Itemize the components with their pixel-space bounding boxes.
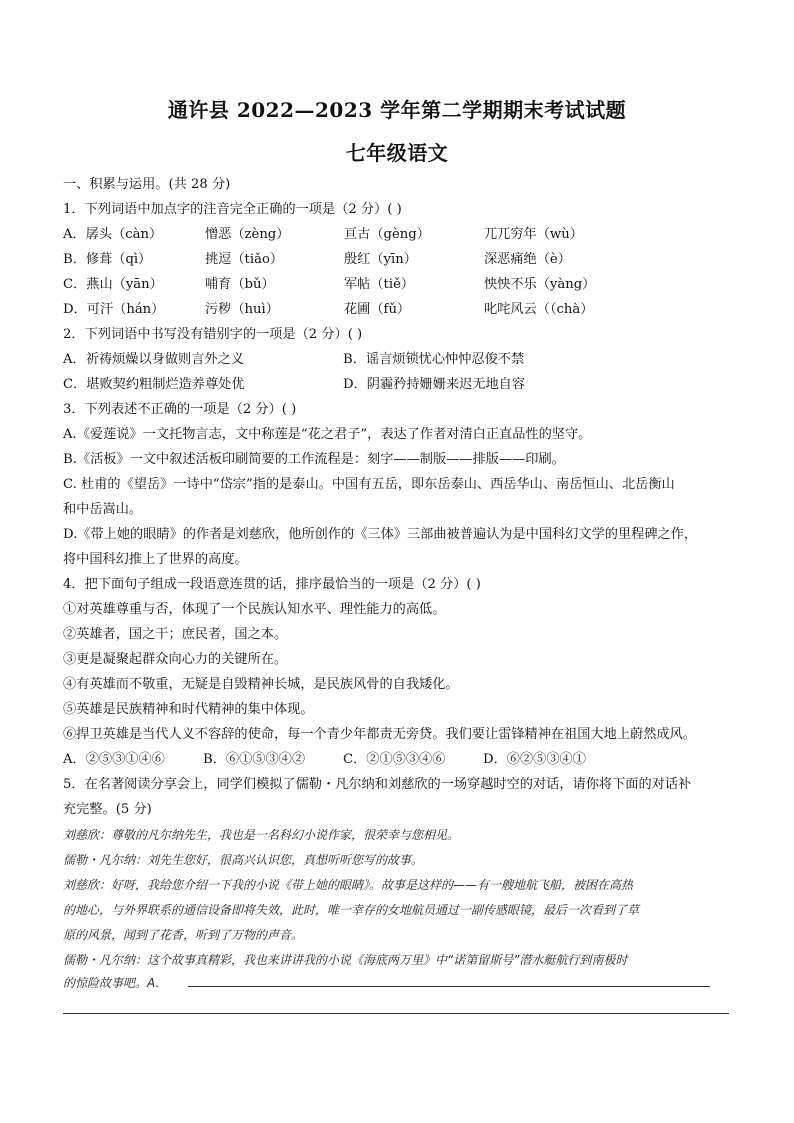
question-5-stem: 5．在名著阅读分享会上，同学们模拟了儒勒・凡尔纳和刘慈欣的一场穿越时空的对话，请你将下面的对话补 [63,777,692,792]
q4-sentence-6: ⑥捍卫英雄是当代人义不容辞的使命，每一个青少年都责无旁贷。我们要让雷锋精神在祖国大地上蔚然成风。 [63,727,696,742]
q4-sentence-3: ③更是凝聚起群众向心力的关键所在。 [63,652,288,667]
q3-option-d-cont: 将中国科幻推上了世界的高度。 [63,552,248,567]
exam-subtitle: 七年级语文 [345,141,449,165]
q1-option: 怏怏不乐（yàng） [484,277,596,292]
q3-option-c-cont: 和中岳嵩山。 [63,502,143,517]
q4-option: B．⑥①⑤③④② [203,752,306,767]
answer-blank-continued[interactable] [63,1013,729,1014]
q2-option: B．谣言烦锁忧心忡忡忍俊不禁 [343,352,525,367]
q1-option: 叱咤风云（（chà） [484,302,594,317]
q1-option: 污秽（huì） [205,302,279,317]
q2-option: C．堪败契约粗制烂造养尊处优 [63,377,245,392]
q4-sentence-2: ②英雄者，国之干；庶民者，国之本。 [63,627,288,642]
dialogue-line: 儒勒・凡尔纳：刘先生您好，很高兴认识您，真想听听您写的故事。 [63,853,424,867]
question-2-stem: 2．下列词语中书写没有错别字的一项是（2 分）( ) [63,327,363,342]
dialogue-line: 原的风景，闻到了花香，听到了万物的声音。 [63,928,304,942]
question-4-stem: 4．把下面句子组成一段语意连贯的话，排序最恰当的一项是（2 分）( ) [63,577,481,592]
question-1-stem: 1．下列词语中加点字的注音完全正确的一项是（2 分）( ) [63,202,402,217]
q1-option: 深恶痛绝（è） [484,252,571,267]
q1-option: D．可汗（hán） [63,302,165,317]
q3-option-a: A.《爱莲说》一文托物言志，文中称莲是“花之君子”，表达了作者对清白正直品性的坚守。 [63,427,592,442]
q1-option: C．燕山（yān） [63,277,163,292]
dialogue-line: 的惊险故事吧。A． [63,976,168,990]
q2-option: D．阴霾矜持姗姗来迟无地自容 [343,377,526,392]
q3-option-c: C. 杜甫的《望岳》一诗中“岱宗”指的是泰山。中国有五岳，即东岳泰山、西岳华山、南岳恒山、北岳衡山 [63,477,675,492]
q1-option: 军帖（tiě） [344,277,415,292]
q4-option: C．②①⑤③④⑥ [343,752,446,767]
section-heading: 一、积累与运用。(共 28 分) [63,177,231,192]
q1-option: 哺育（bǔ） [205,277,275,292]
exam-title: 通许县 2022—2023 学年第二学期期末考试试题 [167,98,627,122]
q4-option: D．⑥②⑤③④① [483,752,586,767]
q4-option: A．②⑤③①④⑥ [63,752,165,767]
dialogue-line: 的地心，与外界联系的通信设备即将失效，此时，唯一幸存的女地航员通过一副传感眼镜，最后一次看到了草 [63,903,640,917]
dialogue-line: 儒勒・凡尔纳：这个故事真精彩，我也来讲讲我的小说《海底两万里》中“诺第留斯号”潜水艇航行到南极时 [63,953,628,967]
q1-option: 亘古（gèng） [344,227,430,242]
question-3-stem: 3．下列表述不正确的一项是（2 分）( ) [63,402,297,417]
answer-blank-a[interactable] [188,986,710,987]
q1-option: 花圃（fǔ） [344,302,411,317]
q2-option: A．祈祷烦燥以身做则言外之义 [63,352,244,367]
dialogue-line: 刘慈欣：好呀，我给您介绍一下我的小说《带上她的眼睛》。故事是这样的——有一艘地航飞船，被困在高热 [63,878,634,892]
q4-sentence-4: ④有英雄而不敬重，无疑是自毁精神长城，是民族风骨的自我矮化。 [63,677,459,692]
dialogue-line: 刘慈欣：尊敬的凡尔纳先生，我也是一名科幻小说作家，很荣幸与您相见。 [63,828,460,842]
q3-option-b: B.《活板》一文中叙述活板印刷简要的工作流程是：刻字——制版——排版——印刷。 [63,452,565,467]
question-5-stem-cont: 充完整。(5 分) [63,802,152,817]
q1-option: 殷红（yīn） [344,252,417,267]
q4-sentence-5: ⑤英雄是民族精神和时代精神的集中体现。 [63,702,314,717]
q3-option-d: D.《带上她的眼睛》的作者是刘慈欣，他所创作的《三体》三部曲被普遍认为是中国科幻文学的里程碑之作， [63,527,698,542]
q1-option: A．孱头（càn） [63,227,163,242]
q1-option: 兀兀穷年（wù） [484,227,583,242]
q1-option: 憎恶（zèng） [205,227,290,242]
q4-sentence-1: ①对英雄尊重与否，体现了一个民族认知水平、理性能力的高低。 [63,602,446,617]
q1-option: B．修葺（qì） [63,252,152,267]
q1-option: 挑逗（tiǎo） [205,252,284,267]
